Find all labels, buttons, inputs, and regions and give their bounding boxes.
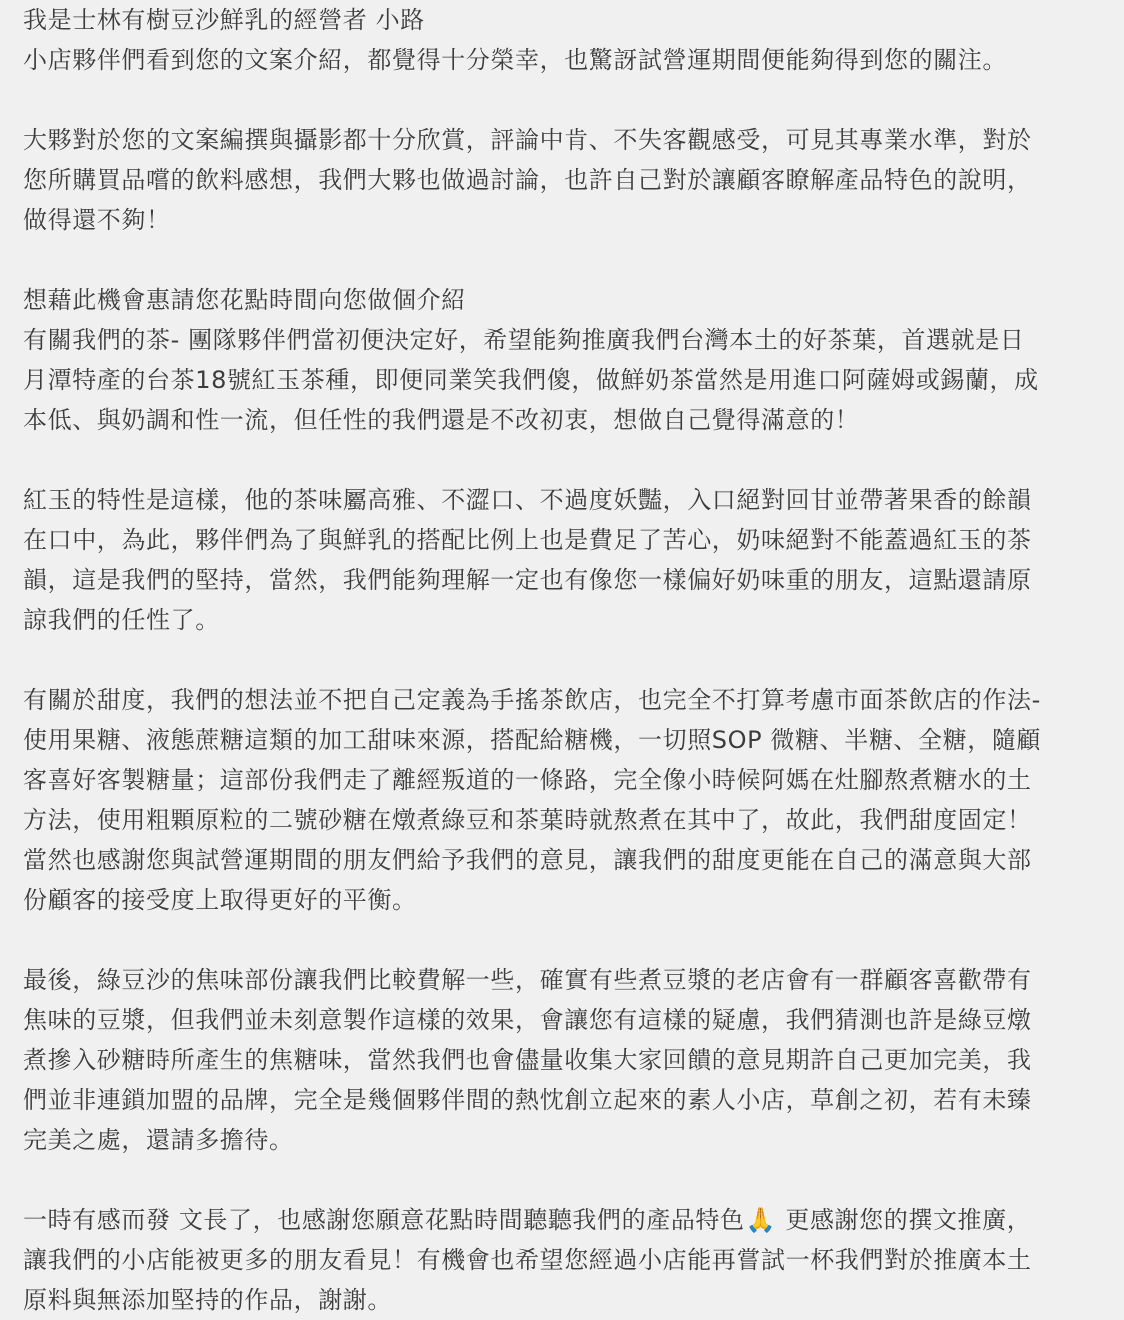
paragraph-closing (23, 1200, 1106, 1320)
closing-text-before-icon: 一時有感而發 文長了，也感謝您願意花點時間聽聽我們的產品特色 (23, 1206, 745, 1234)
text-line: 當然也感謝您與試營運期間的朋友們給予我們的意見，讓我們的甜度更能在自己的滿意與大部 (23, 846, 1032, 874)
text-line: 客喜好客製糖量；這部份我們走了離經叛道的一條路，完全像小時候阿媽在灶腳熬煮糖水的土 (23, 766, 1032, 794)
text-line: 們並非連鎖加盟的品牌，完全是幾個夥伴間的熱忱創立起來的素人小店，草創之初，若有未臻 (23, 1086, 1032, 1114)
text-line: 想藉此機會惠請您花點時間向您做個介紹 (23, 286, 466, 314)
text-line: 原料與無添加堅持的作品，謝謝。 (23, 1286, 392, 1314)
text-line: 諒我們的任性了。 (23, 606, 220, 634)
text-line (23, 1200, 1106, 1240)
paragraph-ruby-tea (23, 480, 1106, 640)
paragraph-appreciation (23, 120, 1106, 240)
text-line: 有關於甜度，我們的想法並不把自己定義為手搖茶飲店，也完全不打算考慮市面茶飲店的作法- (23, 686, 1041, 714)
text-line: 有關我們的茶- 團隊夥伴們當初便決定好，希望能夠推廣我們台灣本土的好茶葉，首選就是日 (23, 326, 1025, 354)
text-line: 做得還不夠！ (23, 206, 171, 234)
text-line: 紅玉的特性是這樣，他的茶味屬高雅、不澀口、不過度妖豔，入口絕對回甘並帶著果香的餘韻 (23, 486, 1032, 514)
text-line: 韻，這是我們的堅持，當然，我們能夠理解一定也有像您一樣偏好奶味重的朋友，這點還請原 (23, 566, 1032, 594)
text-line: 最後，綠豆沙的焦味部份讓我們比較費解一些，確實有些煮豆漿的老店會有一群顧客喜歡帶有 (23, 966, 1032, 994)
paragraph-tea-intro (23, 280, 1106, 440)
closing-text-after-icon: 更感謝您的撰文推廣， (777, 1206, 1032, 1234)
text-line: 使用果糖、液態蔗糖這類的加工甜味來源，搭配給糖機，一切照SOP 微糖、半糖、全糖，隨顧 (23, 726, 1042, 754)
text-line: 月潭特產的台茶18號紅玉茶種，即便同業笑我們傻，做鮮奶茶當然是用進口阿薩姆或錫蘭，成 (23, 366, 1039, 394)
text-line: 讓我們的小店能被更多的朋友看見！有機會也希望您經過小店能再嘗試一杯我們對於推廣本土 (23, 1246, 1032, 1274)
paragraph-burnt-taste (23, 960, 1106, 1160)
paragraph-sweetness (23, 680, 1106, 920)
text-line: 方法，使用粗顆原粒的二號砂糖在燉煮綠豆和茶葉時就熬煮在其中了，故此，我們甜度固定！ (23, 806, 1032, 834)
text-line: 完美之處，還請多擔待。 (23, 1126, 294, 1154)
text-line: 焦味的豆漿，但我們並未刻意製作這樣的效果，會讓您有這樣的疑慮，我們猜測也許是綠豆燉 (23, 1006, 1032, 1034)
praying-hands-icon: 🙏 (745, 1206, 777, 1234)
text-line: 煮摻入砂糖時所產生的焦糖味，當然我們也會儘量收集大家回饋的意見期許自己更加完美，我 (23, 1046, 1032, 1074)
text-line: 本低、與奶調和性一流，但任性的我們還是不改初衷，想做自己覺得滿意的！ (23, 406, 860, 434)
text-line: 小店夥伴們看到您的文案介紹，都覺得十分榮幸，也驚訝試營運期間便能夠得到您的關注。 (23, 46, 1007, 74)
text-line: 您所購買品嚐的飲料感想，我們大夥也做過討論，也許自己對於讓顧客瞭解產品特色的說明， (23, 166, 1032, 194)
text-line: 我是士林有樹豆沙鮮乳的經營者 小路 (23, 6, 425, 34)
paragraph-greeting (23, 0, 1106, 80)
text-line: 在口中，為此，夥伴們為了與鮮乳的搭配比例上也是費足了苦心，奶味絕對不能蓋過紅玉的茶 (23, 526, 1032, 554)
text-line: 份顧客的接受度上取得更好的平衡。 (23, 886, 417, 914)
text-line: 大夥對於您的文案編撰與攝影都十分欣賞，評論中肯、不失客觀感受，可見其專業水準，對於 (23, 126, 1032, 154)
